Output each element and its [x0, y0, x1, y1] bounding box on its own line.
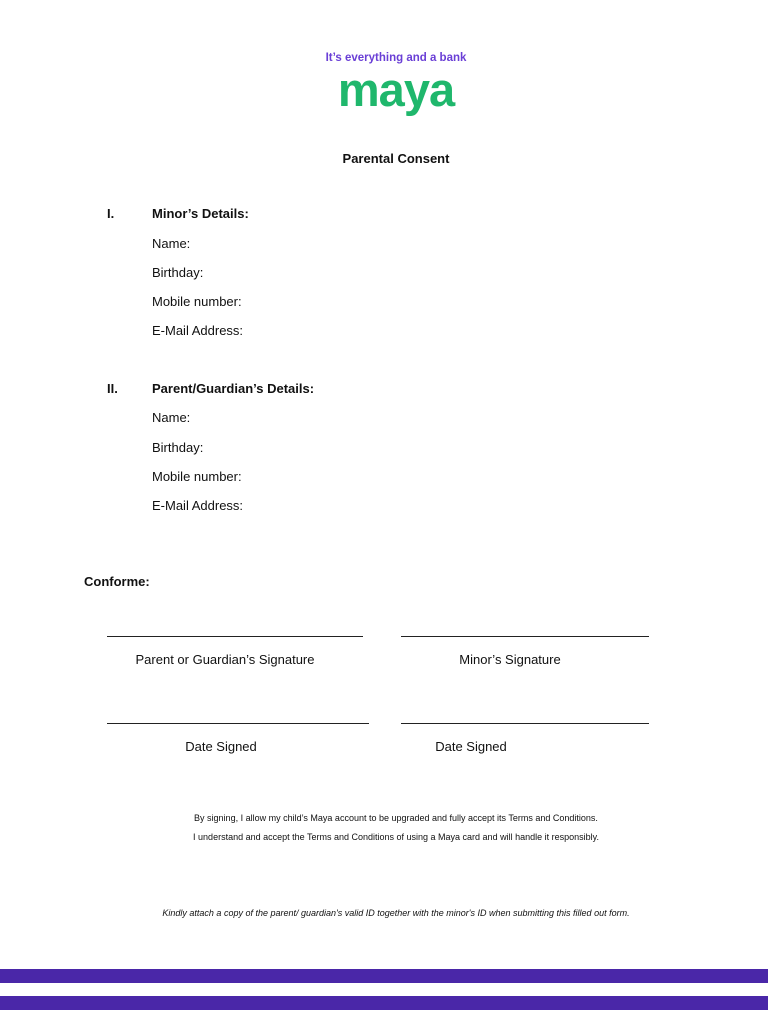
section-heading-minor: Minor’s Details: [152, 206, 249, 221]
footer-bar-bottom [0, 996, 768, 1010]
section-heading-parent: Parent/Guardian’s Details: [152, 381, 315, 396]
agreement-text-2: I understand and accept the Terms and Conditions of using a Maya card and will handle it responsibly. [193, 832, 599, 842]
footer-bar-top [0, 969, 768, 983]
minor-date-line [401, 723, 649, 724]
agreement-text-1: By signing, I allow my child’s Maya account to be upgraded and fully accept its Terms and Conditions. [194, 813, 598, 823]
parent-date-line [107, 723, 369, 724]
field-label: Name: [152, 236, 191, 251]
field-label: Name: [152, 410, 191, 425]
parent-signature-label: Parent or Guardian’s Signature [135, 652, 315, 667]
minor-date-label: Date Signed [435, 739, 507, 754]
field-label: Birthday: [152, 440, 204, 455]
section-number: II. [107, 381, 118, 396]
conforme-label: Conforme: [84, 574, 150, 589]
attachment-note: Kindly attach a copy of the parent/ guardian's valid ID together with the minor's ID when submitting this filled out form. [162, 908, 630, 918]
field-label: Birthday: [152, 265, 204, 280]
field-label: Mobile number: [152, 294, 242, 309]
minor-signature-line [401, 636, 649, 637]
section-number: I. [107, 206, 115, 221]
field-label: Mobile number: [152, 469, 242, 484]
minor-signature-label: Minor’s Signature [459, 652, 561, 667]
parent-date-label: Date Signed [185, 739, 257, 754]
parent-signature-line [107, 636, 363, 637]
field-label: E-Mail Address: [152, 498, 244, 513]
page-title: Parental Consent [342, 151, 450, 166]
maya-logo: maya [337, 63, 455, 116]
tagline: It’s everything and a bank [325, 52, 467, 64]
field-label: E-Mail Address: [152, 323, 244, 338]
